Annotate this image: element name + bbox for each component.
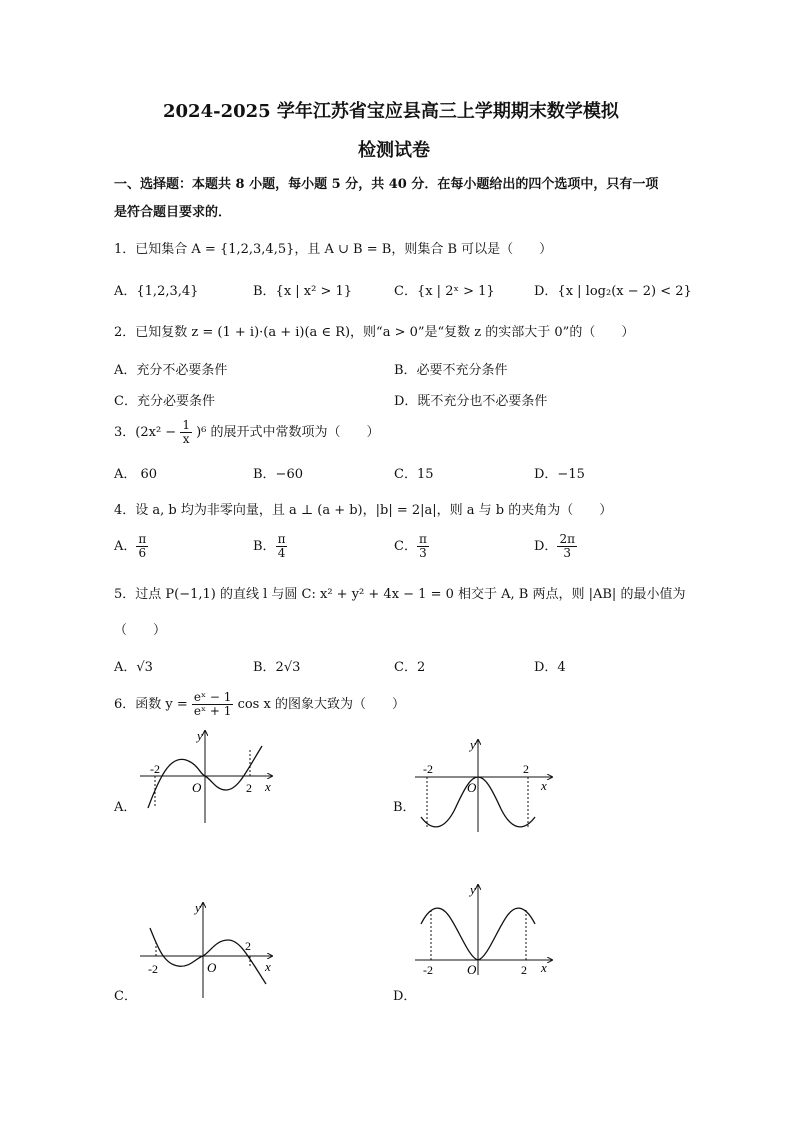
title-line-2: 检测试卷: [358, 140, 430, 161]
question-5-option-a: A．√3: [114, 660, 153, 675]
question-2-option-b: B．必要不充分条件: [394, 363, 508, 378]
question-5-option-c: C．2: [394, 660, 426, 675]
question-6-option-a: A．: [114, 800, 137, 815]
question-4-option-b-den: 4: [277, 546, 286, 560]
question-5-option-b: B．2√3: [253, 660, 301, 675]
label-x: x: [541, 960, 547, 975]
question-2-stem: 2．已知复数 z = (1 + i)·(a + i)(a ∈ R)，则“a > 0”是“复数 z 的实部大于 0”的（ ）: [114, 325, 635, 340]
section-heading-line-1: 一、选择题：本题共 8 小题，每小题 5 分，共 40 分．在每小题给出的四个选项中，只有一项: [114, 177, 659, 192]
section-heading-line-2: 是符合题目要求的．: [114, 205, 232, 220]
label-pos2: 2: [521, 963, 527, 977]
question-6-stem: [114, 691, 405, 718]
graph-option-b: [415, 737, 555, 832]
label-neg2: -2: [423, 762, 433, 776]
question-4-stem: 4．设 a, b 均为非零向量，且 a ⊥ (a + b)，|b| = 2|a|，则 a 与 b 的夹角为（ ）: [114, 503, 613, 518]
question-2-option-c: C．充分必要条件: [114, 394, 215, 409]
question-6-fraction-num: eˣ − 1: [193, 690, 232, 704]
question-3-fraction: [180, 419, 192, 446]
question-4-option-c-label: C．: [394, 539, 417, 554]
question-4-option-c-num: π: [418, 532, 427, 546]
question-6-stem-post: cos x 的图象大致为（ ）: [237, 697, 405, 712]
question-4-option-c-den: 3: [419, 546, 427, 560]
label-origin: O: [467, 780, 477, 795]
label-y: y: [197, 728, 203, 743]
label-neg2: -2: [148, 962, 158, 976]
label-pos2: 2: [523, 762, 529, 776]
question-4-option-b-num: π: [277, 532, 286, 546]
question-3-stem-pre: 3．(2x² −: [114, 425, 177, 440]
label-y: y: [470, 882, 476, 897]
question-1-option-b: B．{x | x² > 1}: [253, 284, 353, 299]
label-origin: O: [467, 962, 477, 977]
question-6-option-b: B．: [393, 800, 416, 815]
graph-option-d: [415, 882, 555, 977]
question-1-option-a: A．{1,2,3,4}: [114, 284, 199, 299]
question-4-option-b-label: B．: [253, 539, 276, 554]
question-6-stem-pre: 6．函数 y =: [114, 697, 188, 712]
question-3-fraction-den: x: [182, 432, 190, 446]
label-origin: O: [192, 780, 202, 795]
question-4-option-a-num: π: [138, 532, 147, 546]
question-4-option-d-den: 3: [563, 546, 572, 560]
label-y: y: [195, 900, 201, 915]
question-3-option-b: B．−60: [253, 467, 303, 482]
label-neg2: -2: [150, 762, 160, 776]
question-1-option-c: C．{x | 2ˣ > 1}: [394, 284, 495, 299]
label-x: x: [265, 959, 271, 974]
title-line-1: 2024-2025 学年江苏省宝应县高三上学期期末数学模拟: [163, 101, 619, 122]
question-4-option-a: [114, 533, 148, 560]
graph-option-a: [140, 728, 275, 823]
question-3-option-d: D．−15: [534, 467, 585, 482]
label-x: x: [265, 779, 271, 794]
question-5-option-d: D．4: [534, 660, 566, 675]
label-pos2: 2: [245, 939, 251, 953]
question-2-option-a: A．充分不必要条件: [114, 363, 228, 378]
question-3-stem-post: )⁶ 的展开式中常数项为（ ）: [196, 425, 380, 440]
label-x: x: [541, 778, 547, 793]
question-4-option-b: [253, 533, 287, 560]
question-3-option-a: A． 60: [114, 467, 158, 482]
question-4-option-d: [534, 533, 577, 560]
question-3-stem: [114, 419, 380, 446]
label-origin: O: [207, 960, 217, 975]
question-4-option-d-num: 2π: [559, 532, 575, 546]
question-4-option-c: [394, 533, 429, 560]
question-6-option-c: C．: [114, 989, 137, 1004]
question-3-option-c: C．15: [394, 467, 434, 482]
question-2-option-d: D．既不充分也不必要条件: [394, 394, 548, 409]
question-6-fraction-den: eˣ + 1: [193, 704, 232, 718]
question-6-option-d: D．: [393, 989, 417, 1004]
question-1-option-d: D．{x | log₂(x − 2) < 2}: [534, 284, 692, 299]
question-4-option-a-den: 6: [138, 546, 147, 560]
question-3-fraction-num: 1: [182, 418, 190, 432]
question-5-stem: 5．过点 P(−1,1) 的直线 l 与圆 C: x² + y² + 4x − 1 = 0 相交于 A, B 两点，则 |AB| 的最小值为: [114, 587, 686, 602]
graph-option-c: [140, 900, 275, 1000]
label-y: y: [470, 737, 476, 752]
question-4-option-d-label: D．: [534, 539, 558, 554]
label-pos2: 2: [246, 781, 252, 795]
question-1-stem: 1．已知集合 A = {1,2,3,4,5}，且 A ∪ B = B，则集合 B 可以是（ ）: [114, 242, 553, 257]
question-5-stem-blank: （ ）: [114, 623, 167, 638]
question-4-option-a-label: A．: [114, 539, 137, 554]
label-neg2: -2: [423, 963, 433, 977]
